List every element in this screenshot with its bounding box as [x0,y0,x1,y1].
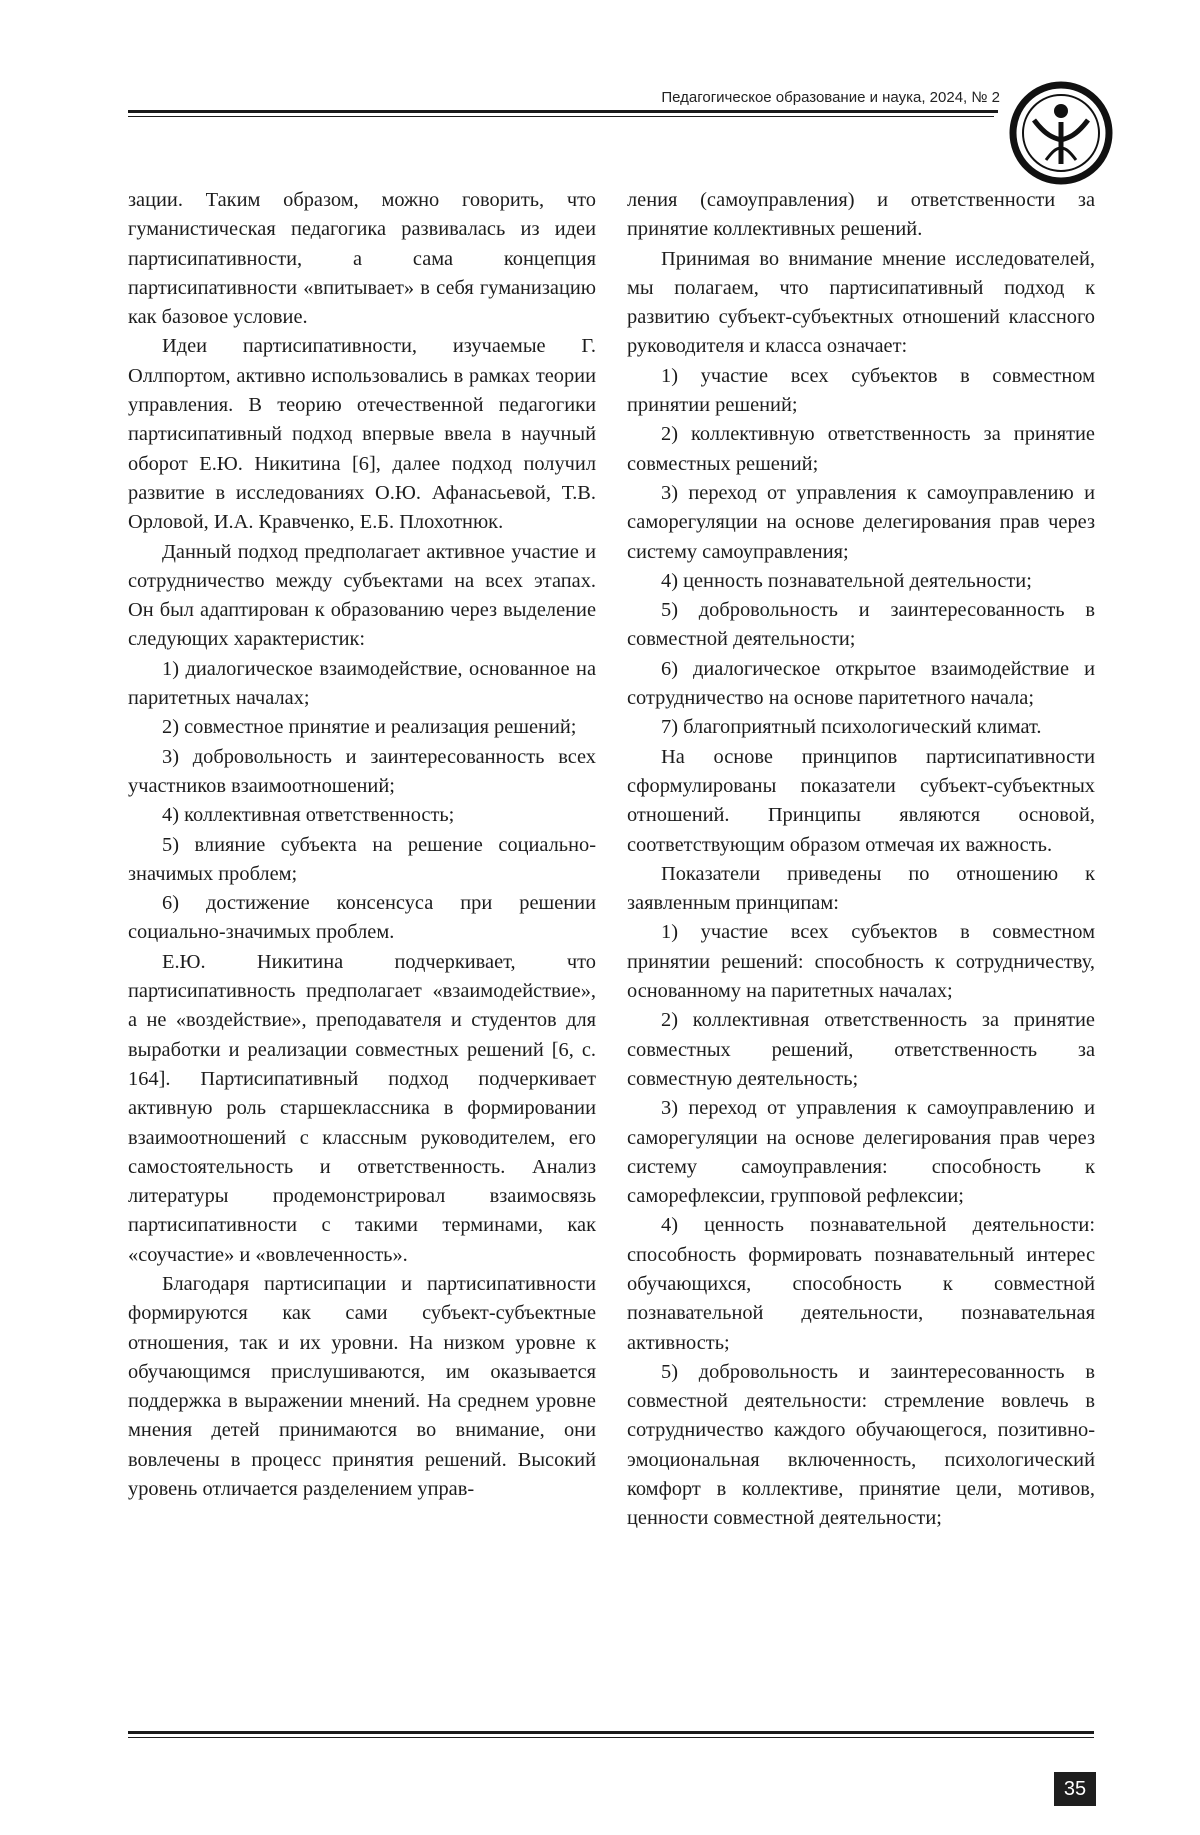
footer-rule-thick [128,1731,1094,1734]
paragraph: ления (самоуправления) и ответственности за принятие коллективных решений. [627,189,1095,241]
list-item: 7) благоприятный психологический климат. [661,716,1042,739]
list-item: 2) коллективная ответственность за принятие совместных решений, ответственность за совместную деятельность; [627,1009,1095,1090]
list-item: 3) переход от управления к самоуправлению и саморегуляции на основе делегирования прав через систему самоуправления: способность к саморефлексии, групповой рефлексии; [627,1097,1095,1208]
list-item: 3) добровольность и заинтересованность всех участников взаимоотношений; [128,745,596,797]
paragraph: Идеи партисипативности, изучаемые Г. Оллпортом, активно использовались в рамках теории управления. В теорию отечественной педагогики партисипативный подход впервые ввела в научный оборот Е.Ю. Никитина [6], далее подход получил развитие в исследованиях О.Ю. Афанасьевой, Т.В. Орловой, И.А. Кравченко, Е.Б. Плохотнюк. [128,335,596,534]
list-item: 5) влияние субъекта на решение социально-значимых проблем; [128,833,596,885]
list-item: 3) переход от управления к самоуправлению и саморегуляции на основе делегирования прав через систему самоуправления; [627,481,1095,563]
paragraph: Е.Ю. Никитина подчеркивает, что партисипативность предполагает «взаимодействие», а не «воздействие», преподавателя и студентов для выработки и реализации совместных решений [6, с. 164]. Партисипативный подход подчеркивает активную роль старшеклассника в формировании взаимоотношений с классным руководителем, его самостоятельность и ответственность. Анализ литературы продемонстрировал взаимосвязь партисипативности с такими терминами, как «соучастие» и «вовлеченность». [128,950,596,1266]
list-item: 4) ценность познавательной деятельности; [661,569,1032,592]
right-column [627,186,1095,1534]
paragraph: зации. Таким образом, можно говорить, что гуманистическая педагогика развивалась из идеи партисипативности, а сама концепция партисипативности «впитывает» в себя гуманизацию как базовое условие. [128,189,596,329]
journal-logo-icon [1006,78,1116,188]
list-item: 2) коллективную ответственность за принятие совместных решений; [627,423,1095,475]
footer-rule-thin [128,1737,1094,1738]
list-item: 5) добровольность и заинтересованность в совместной деятельности; [627,599,1095,651]
list-item: 6) достижение консенсуса при решении социально-значимых проблем. [128,892,596,944]
list-item: 1) участие всех субъектов в совместном принятии решений; [627,364,1095,417]
paragraph: Данный подход предполагает активное участие и сотрудничество между субъектами на всех этапах. Он был адаптирован к образованию через выделение следующих характеристик: [128,540,596,651]
paragraph: Принимая во внимание мнение исследователей, мы полагаем, что партисипативный подход к развитию субъект-субъектных отношений классного руководителя и класса означает: [627,247,1095,358]
list-item: 6) диалогическое открытое взаимодействие и сотрудничество на основе паритетного начала; [627,657,1095,710]
list-item: 4) коллективная ответственность; [162,804,455,827]
list-item: 1) диалогическое взаимодействие, основанное на паритетных началах; [128,657,596,710]
header-rule-thin [128,116,994,117]
left-column [128,186,596,1504]
list-item: 4) ценность познавательной деятельности: способность формировать познавательный интерес обучающихся, способность к совместной познавательной деятельности, познавательная активность; [627,1214,1095,1354]
journal-title: Педагогическое образование и наука, 2024, № 2 [661,89,1000,106]
page-number: 35 [1054,1772,1096,1806]
list-item: 1) участие всех субъектов в совместном принятии решений: способность к сотрудничеству, основанному на паритетных началах; [627,921,1095,1003]
list-item: 2) совместное принятие и реализация решений; [162,716,577,739]
paragraph: На основе принципов партисипативности сформулированы показатели субъект-субъектных отношений. Принципы являются основой, соответствующим образом отмечая их важность. [627,745,1095,856]
paragraph: Благодаря партисипации и партисипативности формируются как сами субъект-субъектные отношения, так и их уровни. На низком уровне к обучающимся прислушиваются, им оказывается поддержка в выражении мнений. На среднем уровне мнения детей принимаются во внимание, они вовлечены в процесс принятия решений. Высокий уровень отличается разделением управ- [128,1272,596,1501]
paragraph: Показатели приведены по отношению к заявленным принципам: [627,862,1095,915]
list-item: 5) добровольность и заинтересованность в совместной деятельности: стремление вовлечь в сотрудничество каждого обучающегося, позитивно-эмоциональная включенность, психологический комфорт в коллективе, принятие цели, мотивов, ценности совместной деятельности; [627,1360,1095,1530]
header-rule-thick [128,110,998,113]
